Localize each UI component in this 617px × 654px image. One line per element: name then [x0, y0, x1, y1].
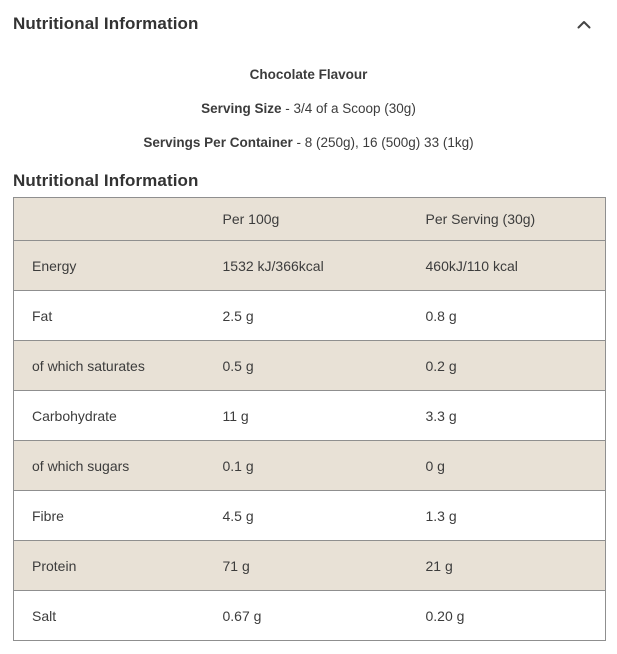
value-per-100g: 4.5 g [222, 507, 254, 524]
value-per-serving: 0.8 g [425, 307, 457, 324]
value-per-100g: 11 g [222, 407, 249, 424]
table-row [14, 441, 606, 491]
row-label: Fibre [32, 507, 64, 524]
table-row [14, 341, 606, 391]
table-row [14, 491, 606, 541]
table-row [14, 541, 606, 591]
value-per-100g: 1532 kJ/366kcal [222, 257, 324, 274]
value-per-100g: 2.5 g [222, 307, 254, 324]
value-per-100g: 0.67 g [222, 607, 262, 624]
value-per-serving: 460kJ/110 kcal [425, 257, 518, 274]
serving-size-label: Serving Size [201, 101, 282, 116]
column-header-blank [14, 198, 223, 241]
value-per-100g: 71 g [222, 557, 250, 574]
row-label: of which sugars [32, 457, 130, 474]
servings-per-container-value: - 8 (250g), 16 (500g) 33 (1kg) [296, 135, 474, 150]
accordion-title: Nutritional Information [13, 14, 199, 33]
row-label: Fat [32, 307, 53, 324]
table-row [14, 591, 606, 641]
nutrition-table [13, 197, 606, 641]
value-per-serving: 0 g [425, 457, 445, 474]
accordion-header[interactable] [0, 0, 617, 34]
row-label: Energy [32, 257, 77, 274]
value-per-serving: 0.20 g [425, 607, 465, 624]
row-label: of which saturates [32, 357, 145, 374]
table-row [14, 391, 606, 441]
value-per-serving: 1.3 g [425, 507, 457, 524]
value-per-100g: 0.1 g [222, 457, 254, 474]
row-label: Carbohydrate [32, 407, 117, 424]
row-label: Protein [32, 557, 77, 574]
product-info [0, 67, 617, 151]
value-per-100g: 0.5 g [222, 357, 254, 374]
chevron-up-icon[interactable] [577, 20, 591, 29]
header-row [14, 198, 606, 241]
column-header-per-serving: Per Serving (30g) [425, 211, 536, 227]
table-row [14, 241, 606, 291]
value-per-serving: 0.2 g [425, 357, 457, 374]
column-header-per-100g: Per 100g [222, 211, 280, 227]
servings-per-container-label: Servings Per Container [143, 135, 293, 150]
table-row [14, 291, 606, 341]
flavour-line [0, 67, 617, 83]
serving-size-line [0, 101, 617, 117]
value-per-serving: 3.3 g [425, 407, 457, 424]
value-per-serving: 21 g [425, 557, 453, 574]
flavour-text: Chocolate Flavour [249, 67, 368, 82]
table-heading: Nutritional Information [13, 171, 199, 190]
servings-per-container-line [0, 135, 617, 151]
serving-size-value: - 3/4 of a Scoop (30g) [285, 101, 416, 116]
row-label: Salt [32, 607, 57, 624]
